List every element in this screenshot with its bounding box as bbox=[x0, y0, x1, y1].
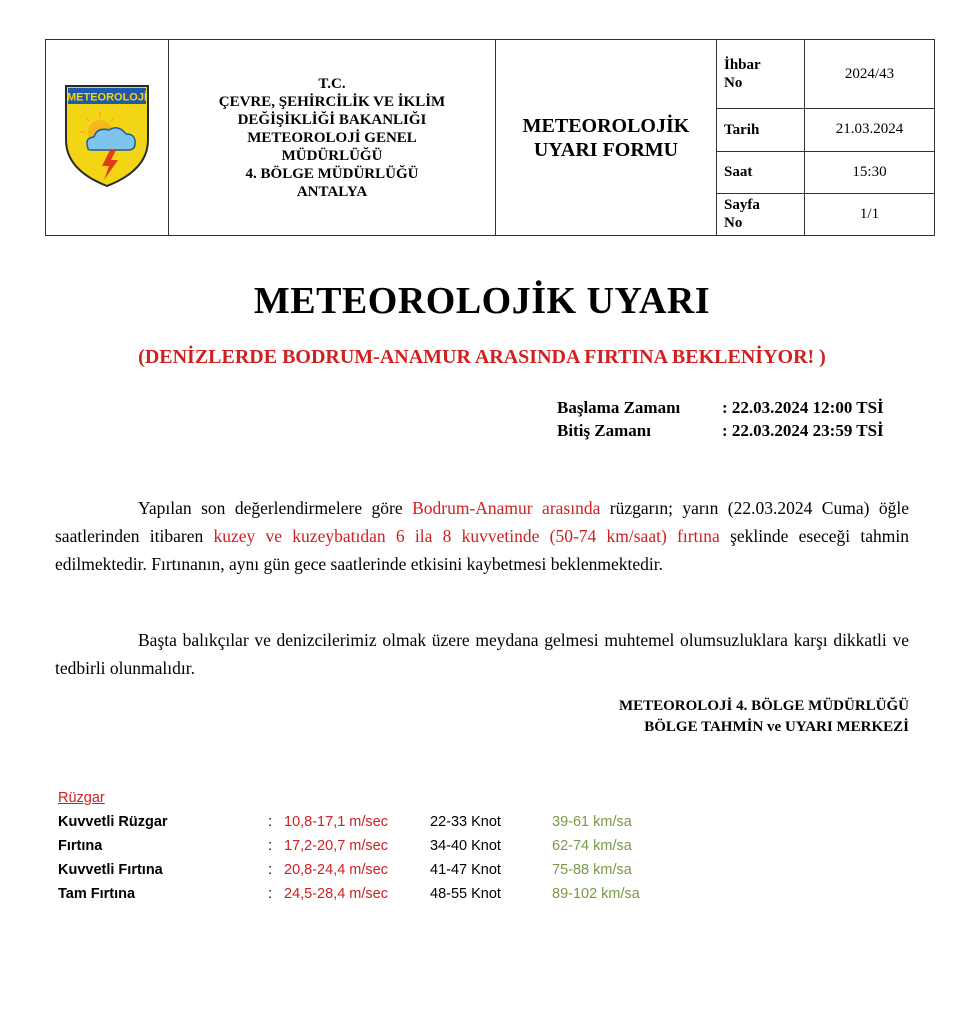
label-line: İhbar bbox=[724, 57, 761, 74]
form-title-cell bbox=[496, 40, 717, 236]
label-line: No bbox=[724, 75, 743, 92]
start-time-label: Başlama Zamanı bbox=[557, 398, 681, 417]
advice-paragraph: Başta balıkçılar ve denizcilerimiz olmak üzere meydana gelmesi muhtemel olumsuzluklara karşı dikkatli ve tedbirli olunmalıdır. bbox=[55, 630, 909, 678]
wind-row bbox=[58, 882, 640, 906]
saat-label bbox=[717, 151, 805, 193]
text-run: Yapılan son değerlendirmelere göre bbox=[138, 498, 413, 518]
wind-ms: 10,8-17,1 m/sec bbox=[284, 814, 388, 830]
ministry-line: ÇEVRE, ŞEHİRCİLİK VE İKLİM bbox=[218, 93, 446, 110]
form-title-line: UYARI FORMU bbox=[533, 138, 679, 161]
end-time-value: : 22.03.2024 23:59 TSİ bbox=[722, 421, 884, 440]
start-time-value: : 22.03.2024 12:00 TSİ bbox=[722, 398, 884, 417]
ministry-line: DEĞİŞİKLİĞİ BAKANLIĞI bbox=[237, 111, 427, 128]
wind-ms: 24,5-28,4 m/sec bbox=[284, 886, 388, 902]
wind-name: Fırtına bbox=[58, 838, 103, 854]
wind-knot: 34-40 Knot bbox=[430, 838, 501, 854]
ministry-line: ANTALYA bbox=[296, 183, 368, 200]
wind-colon: : bbox=[268, 862, 273, 878]
ministry-line: T.C. bbox=[318, 75, 346, 92]
wind-colon: : bbox=[268, 814, 273, 830]
wind-knot: 41-47 Knot bbox=[430, 862, 501, 878]
forecast-paragraph bbox=[55, 494, 909, 578]
text-run: rüzgarın; yarın (22.03.2024 Cuma) öğle saatlerinden itibaren bbox=[55, 498, 909, 546]
ihbar-no-label bbox=[717, 40, 805, 109]
label-line: Sayfa bbox=[724, 197, 760, 214]
warning-subtitle: (DENİZLERDE BODRUM-ANAMUR ARASINDA FIRTINA BEKLENİYOR! ) bbox=[138, 346, 826, 368]
time-block bbox=[557, 396, 884, 442]
wind-row bbox=[58, 858, 632, 882]
ministry-line: 4. BÖLGE MÜDÜRLÜĞÜ bbox=[245, 165, 419, 182]
ministry-line: METEOROLOJİ GENEL bbox=[247, 129, 417, 146]
meteoroloji-logo bbox=[62, 82, 152, 188]
wind-scale-title: Rüzgar bbox=[58, 790, 105, 806]
wind-kmh: 75-88 km/sa bbox=[552, 862, 632, 878]
label-line: Tarih bbox=[724, 121, 760, 138]
end-time-row bbox=[557, 419, 884, 442]
wind-colon: : bbox=[268, 838, 273, 854]
highlight-region: Bodrum-Anamur arasında bbox=[412, 498, 601, 518]
signature-block bbox=[619, 696, 909, 738]
label-line: No bbox=[724, 215, 743, 232]
logo-text: METEOROLOJİ bbox=[66, 91, 148, 104]
wind-row bbox=[58, 834, 632, 858]
wind-kmh: 62-74 km/sa bbox=[552, 838, 632, 854]
sayfa-no-label bbox=[717, 193, 805, 235]
wind-ms: 20,8-24,4 m/sec bbox=[284, 862, 388, 878]
page-title: METEOROLOJİK UYARI bbox=[253, 280, 711, 322]
ministry-cell bbox=[169, 40, 496, 236]
wind-colon: : bbox=[268, 886, 273, 902]
saat-value: 15:30 bbox=[805, 151, 935, 193]
form-title-line: METEOROLOJİK bbox=[522, 114, 690, 137]
wind-knot: 22-33 Knot bbox=[430, 814, 501, 830]
signature-line: METEOROLOJİ 4. BÖLGE MÜDÜRLÜĞÜ bbox=[618, 698, 909, 714]
tarih-label bbox=[717, 109, 805, 151]
label-line: Saat bbox=[724, 164, 753, 181]
wind-ms: 17,2-20,7 m/sec bbox=[284, 838, 388, 854]
wind-name: Kuvvetli Fırtına bbox=[58, 862, 163, 878]
signature-line: BÖLGE TAHMİN ve UYARI MERKEZİ bbox=[644, 719, 909, 735]
text-run: şeklinde eseceği tahmin edilmektedir. Fırtınanın, aynı gün gece saatlerinde etkisini kaybetmesi beklenmektedir. bbox=[55, 526, 909, 574]
end-time-label: Bitiş Zamanı bbox=[557, 421, 651, 440]
wind-scale-table bbox=[58, 786, 640, 906]
wind-knot: 48-55 Knot bbox=[430, 886, 501, 902]
logo-cell bbox=[46, 40, 169, 236]
wind-name: Kuvvetli Rüzgar bbox=[58, 814, 168, 830]
highlight-wind-force: kuzey ve kuzeybatıdan 6 ila 8 kuvvetinde (50-74 km/saat) fırtına bbox=[213, 526, 720, 546]
wind-row bbox=[58, 810, 632, 834]
ihbar-no-value: 2024/43 bbox=[805, 40, 935, 109]
wind-kmh: 89-102 km/sa bbox=[552, 886, 640, 902]
wind-name: Tam Fırtına bbox=[58, 886, 136, 902]
header-table bbox=[45, 39, 935, 236]
start-time-row bbox=[557, 396, 884, 419]
sayfa-no-value: 1/1 bbox=[805, 193, 935, 235]
tarih-value: 21.03.2024 bbox=[805, 109, 935, 151]
wind-kmh: 39-61 km/sa bbox=[552, 814, 632, 830]
ministry-line: MÜDÜRLÜĞÜ bbox=[281, 147, 383, 164]
